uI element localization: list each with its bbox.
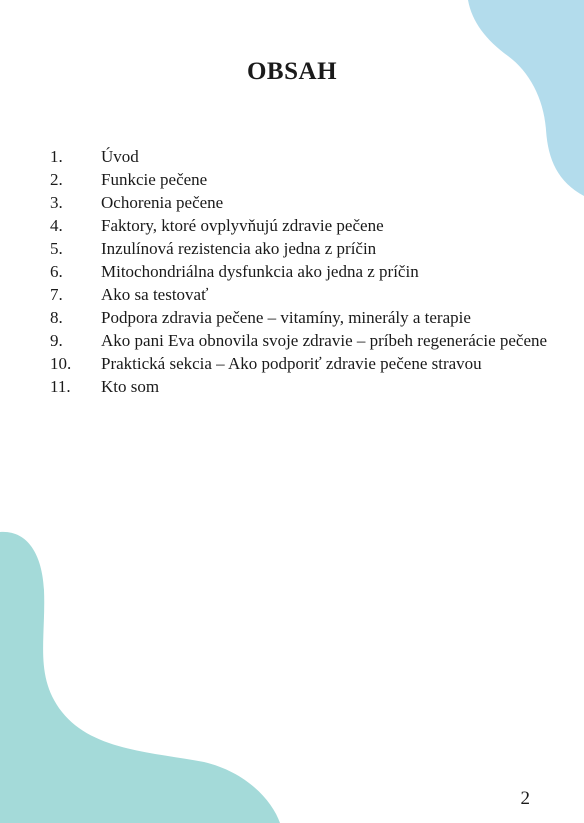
toc-item-title: Praktická sekcia – Ako podporiť zdravie pečene stravou <box>101 354 482 373</box>
toc-item <box>50 375 550 398</box>
toc-item-title: Ako sa testovať <box>101 285 209 304</box>
toc-item-number: 4. <box>50 216 63 235</box>
toc-item-title: Funkcie pečene <box>101 170 208 189</box>
toc-item-number: 7. <box>50 285 63 304</box>
toc-item <box>50 283 550 306</box>
toc-item-number: 10. <box>50 354 72 373</box>
toc-item-number: 8. <box>50 308 63 327</box>
toc-item-title: Kto som <box>101 377 160 396</box>
toc-item-title: Podpora zdravia pečene – vitamíny, minerály a terapie <box>101 308 471 327</box>
toc-item-number: 5. <box>50 239 63 258</box>
toc-item-title: Inzulínová rezistencia ako jedna z príčin <box>101 239 377 258</box>
toc-item-title: Ochorenia pečene <box>101 193 224 212</box>
toc-item-number: 11. <box>50 377 71 396</box>
toc-item-number: 9. <box>50 331 63 350</box>
toc-item-title: Faktory, ktoré ovplyvňujú zdravie pečene <box>101 216 384 235</box>
toc-item <box>50 237 550 260</box>
toc-item <box>50 352 550 375</box>
toc-item-title: Úvod <box>101 147 139 166</box>
toc-item <box>50 168 550 191</box>
toc-item <box>50 306 550 329</box>
toc-item <box>50 329 550 352</box>
toc-item-number: 2. <box>50 170 63 189</box>
toc-item-number: 1. <box>50 147 63 166</box>
toc-item-title: Mitochondriálna dysfunkcia ako jedna z príčin <box>101 262 419 281</box>
toc-item <box>50 145 550 168</box>
blob-bottom-left-shape <box>0 532 280 823</box>
table-of-contents <box>50 145 550 398</box>
page-title: OBSAH <box>246 58 338 85</box>
toc-item-number: 3. <box>50 193 63 212</box>
toc-item <box>50 260 550 283</box>
page-number: 2 <box>520 788 530 809</box>
toc-item-title: Ako pani Eva obnovila svoje zdravie – príbeh regenerácie pečene <box>101 331 548 350</box>
toc-item-number: 6. <box>50 262 63 281</box>
toc-item <box>50 214 550 237</box>
toc-item <box>50 191 550 214</box>
